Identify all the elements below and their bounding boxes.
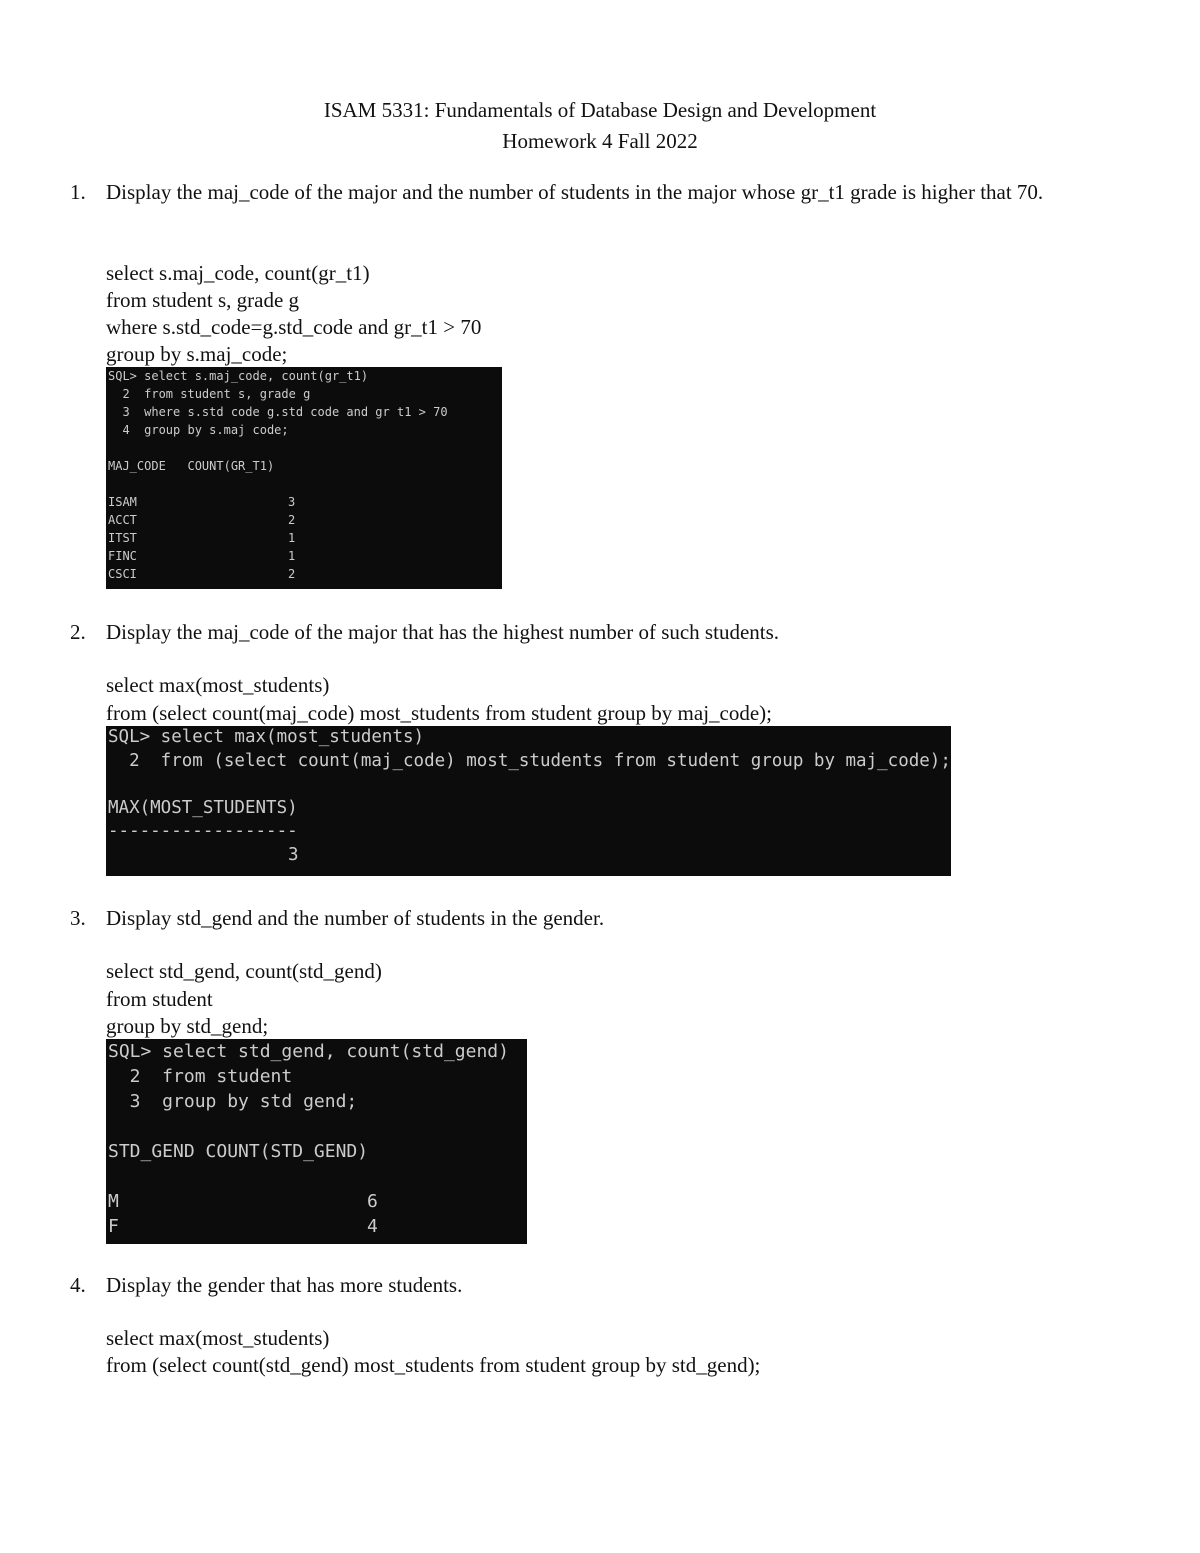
terminal-result-row: [108, 547, 502, 565]
result-code: ACCT: [108, 513, 137, 527]
question-4-sql-line: select max(most_students): [106, 1326, 330, 1350]
question-1-sql-line: where s.std_code=g.std_code and gr_t1 > 70: [106, 315, 482, 339]
question-2-number: 2.: [70, 620, 86, 644]
question-3-sql-line: from student: [106, 987, 213, 1011]
document-title: ISAM 5331: Fundamentals of Database Design and Development: [323, 98, 877, 122]
question-4-number: 4.: [70, 1273, 86, 1297]
result-count: 6: [367, 1191, 378, 1212]
result-count: 4: [367, 1216, 378, 1237]
question-1-sql-line: select s.maj_code, count(gr_t1): [106, 261, 370, 285]
terminal-command-line: 2 from (select count(maj_code) most_students from student group by maj_code);: [108, 750, 951, 771]
terminal-result-row: [108, 511, 502, 529]
terminal-command-line: 2 from student s, grade g: [108, 387, 311, 401]
terminal-command-line: SQL> select max(most_students): [108, 727, 425, 747]
terminal-command-line: 2 from student: [108, 1066, 293, 1087]
question-4-text: Display the gender that has more students.: [106, 1273, 463, 1297]
result-code: F: [108, 1216, 119, 1237]
question-1-number: 1.: [70, 180, 86, 204]
question-1-sql-line: group by s.maj_code;: [106, 342, 288, 366]
result-count: 1: [288, 549, 296, 563]
terminal-result-separator: ------------------: [108, 821, 298, 841]
question-3-terminal-screenshot: [106, 1039, 527, 1244]
question-1-sql-line: from student s, grade g: [106, 288, 300, 312]
terminal-result-header: STD_GEND COUNT(STD_GEND): [108, 1141, 369, 1162]
question-2-terminal-screenshot: [106, 726, 951, 876]
result-count: 2: [288, 513, 296, 527]
terminal-result-value: 3: [288, 844, 299, 865]
terminal-result-row: [108, 493, 502, 511]
terminal-result-row: [108, 529, 502, 547]
terminal-command-line: SQL> select std_gend, count(std_gend): [108, 1041, 509, 1062]
question-3-sql-line: select std_gend, count(std_gend): [106, 959, 382, 983]
terminal-result-row: [108, 565, 502, 583]
terminal-result-header: MAJ_CODE COUNT(GR_T1): [108, 459, 275, 473]
terminal-command-line: 3 group by std gend;: [108, 1091, 358, 1112]
result-code: M: [108, 1191, 119, 1212]
result-count: 3: [288, 495, 296, 509]
result-code: ITST: [108, 531, 137, 545]
result-code: ISAM: [108, 495, 137, 509]
terminal-result-row: [108, 1214, 527, 1239]
result-count: 1: [288, 531, 296, 545]
result-code: FINC: [108, 549, 137, 563]
question-2-text: Display the maj_code of the major that has the highest number of such students.: [106, 620, 780, 644]
question-3-sql-line: group by std_gend;: [106, 1014, 269, 1038]
question-2-sql-line: from (select count(maj_code) most_students from student group by maj_code);: [106, 701, 773, 725]
question-1-text: Display the maj_code of the major and the number of students in the major whose gr_t1 grade is higher that 70.: [106, 180, 1044, 204]
question-3-number: 3.: [70, 906, 86, 930]
document-subtitle: Homework 4 Fall 2022: [502, 129, 698, 153]
question-3-text: Display std_gend and the number of students in the gender.: [106, 906, 605, 930]
question-1-terminal-screenshot: [106, 367, 502, 589]
question-2-sql-line: select max(most_students): [106, 673, 330, 697]
terminal-command-line: SQL> select s.maj_code, count(gr_t1): [108, 369, 369, 383]
question-4-sql-line: from (select count(std_gend) most_students from student group by std_gend);: [106, 1353, 761, 1377]
result-code: CSCI: [108, 567, 137, 581]
terminal-command-line: 3 where s.std code g.std code and gr t1 > 70: [108, 405, 448, 419]
terminal-result-row: [108, 1189, 527, 1214]
terminal-result-header: MAX(MOST_STUDENTS): [108, 797, 298, 818]
result-count: 2: [288, 567, 296, 581]
terminal-command-line: 4 group by s.maj code;: [108, 423, 289, 437]
